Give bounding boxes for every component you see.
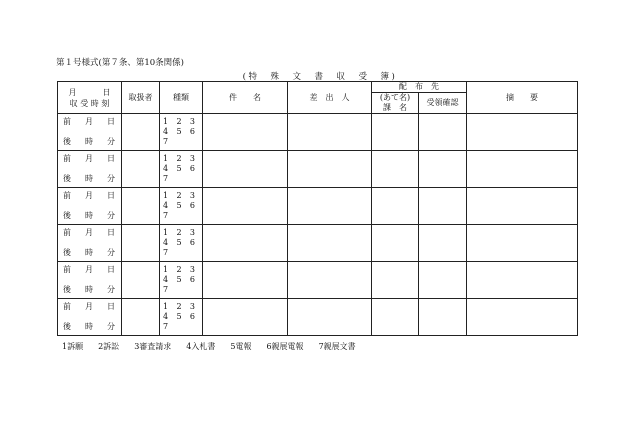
type-option-3: 3 (189, 191, 195, 200)
table-row (58, 225, 578, 262)
receipt-confirmation-cell[interactable] (419, 262, 467, 299)
type-option-1: 1 (163, 154, 169, 163)
day-label: 日 (107, 302, 115, 311)
type-option-7: 7 (163, 248, 169, 257)
sender-cell[interactable] (288, 262, 372, 299)
type-option-1: 1 (163, 302, 169, 311)
sender-cell[interactable] (288, 299, 372, 336)
type-option-6: 6 (189, 238, 195, 247)
destination-cell[interactable] (372, 299, 419, 336)
pm-time-line (63, 285, 115, 295)
pm-label: 後 (63, 211, 71, 220)
type-option-6: 6 (189, 201, 195, 210)
hour-label: 時 (85, 211, 93, 220)
handler-cell[interactable] (122, 225, 160, 262)
type-option-2: 2 (176, 117, 182, 126)
header-received-datetime (58, 82, 122, 114)
type-option-7: 7 (163, 211, 169, 220)
table-row (58, 299, 578, 336)
pm-label: 後 (63, 174, 71, 183)
sender-cell[interactable] (288, 114, 372, 151)
header-destination (372, 93, 419, 114)
handler-cell[interactable] (122, 151, 160, 188)
header-destination-name: (あて名) (379, 93, 411, 102)
destination-cell[interactable] (372, 151, 419, 188)
am-date-line (63, 228, 115, 238)
handler-cell[interactable] (122, 299, 160, 336)
type-option-3: 3 (189, 302, 195, 311)
remarks-cell[interactable] (467, 151, 578, 188)
type-option-7: 7 (163, 322, 169, 331)
type-option-5: 5 (176, 164, 182, 173)
type-option-3: 3 (189, 265, 195, 274)
am-date-line (63, 154, 115, 164)
minute-label: 分 (107, 322, 115, 331)
destination-cell[interactable] (372, 188, 419, 225)
subject-cell[interactable] (203, 225, 288, 262)
sender-cell[interactable] (288, 225, 372, 262)
legend-item: 6親展電報 (266, 342, 304, 351)
received-datetime-cell[interactable] (58, 225, 122, 262)
pm-time-line (63, 137, 115, 147)
type-option-5: 5 (176, 275, 182, 284)
receipt-confirmation-cell[interactable] (419, 188, 467, 225)
receipt-confirmation-cell[interactable] (419, 151, 467, 188)
am-label: 前 (63, 228, 71, 237)
pm-time-line (63, 248, 115, 258)
type-cell[interactable] (160, 225, 203, 262)
pm-label: 後 (63, 248, 71, 257)
received-datetime-cell[interactable] (58, 114, 122, 151)
type-option-4: 4 (163, 201, 169, 210)
day-label: 日 (107, 191, 115, 200)
type-option-3: 3 (189, 117, 195, 126)
pm-label: 後 (63, 322, 71, 331)
type-options-line-1 (163, 302, 195, 312)
am-date-line (63, 302, 115, 312)
month-label: 月 (85, 302, 93, 311)
type-cell[interactable] (160, 299, 203, 336)
header-subject: 件 名 (203, 82, 288, 114)
am-date-line (63, 117, 115, 127)
type-option-5: 5 (176, 127, 182, 136)
type-option-1: 1 (163, 228, 169, 237)
type-options-line-1 (163, 228, 195, 238)
pm-time-line (63, 211, 115, 221)
type-option-2: 2 (176, 228, 182, 237)
table-row (58, 188, 578, 225)
received-datetime-cell[interactable] (58, 188, 122, 225)
day-label: 日 (107, 228, 115, 237)
legend-item: 2訴訟 (98, 342, 120, 351)
type-option-2: 2 (176, 191, 182, 200)
remarks-cell[interactable] (467, 114, 578, 151)
header-handler: 取扱者 (122, 82, 160, 114)
header-row-1 (58, 82, 578, 93)
type-option-7: 7 (163, 137, 169, 146)
legend-item: 5電報 (230, 342, 252, 351)
pm-time-line (63, 174, 115, 184)
pm-label: 後 (63, 285, 71, 294)
day-label: 日 (107, 117, 115, 126)
minute-label: 分 (107, 211, 115, 220)
day-label: 日 (107, 154, 115, 163)
type-options-line-1 (163, 265, 195, 275)
pm-time-line (63, 322, 115, 332)
receipt-confirmation-cell[interactable] (419, 114, 467, 151)
subject-cell[interactable] (203, 114, 288, 151)
destination-cell[interactable] (372, 114, 419, 151)
receipt-confirmation-cell[interactable] (419, 299, 467, 336)
type-option-4: 4 (163, 127, 169, 136)
hour-label: 時 (85, 285, 93, 294)
header-section-name: 課 名 (383, 103, 407, 112)
minute-label: 分 (107, 285, 115, 294)
type-option-5: 5 (176, 201, 182, 210)
hour-label: 時 (85, 248, 93, 257)
hour-label: 時 (85, 322, 93, 331)
minute-label: 分 (107, 174, 115, 183)
type-option-4: 4 (163, 312, 169, 321)
type-option-3: 3 (189, 228, 195, 237)
minute-label: 分 (107, 248, 115, 257)
header-remarks: 摘 要 (467, 82, 578, 114)
type-options-line-3 (163, 322, 195, 332)
type-options-line-2 (163, 275, 195, 285)
type-options-line-3 (163, 211, 195, 221)
handler-cell[interactable] (122, 114, 160, 151)
am-date-line (63, 191, 115, 201)
type-option-4: 4 (163, 275, 169, 284)
type-option-7: 7 (163, 285, 169, 294)
legend-item: 7親展文書 (318, 342, 356, 351)
month-label: 月 (85, 228, 93, 237)
subject-cell[interactable] (203, 262, 288, 299)
hour-label: 時 (85, 174, 93, 183)
subject-cell[interactable] (203, 151, 288, 188)
type-option-2: 2 (176, 265, 182, 274)
am-label: 前 (63, 265, 71, 274)
type-option-7: 7 (163, 174, 169, 183)
type-option-2: 2 (176, 302, 182, 311)
type-options-line-1 (163, 154, 195, 164)
type-options-line-3 (163, 248, 195, 258)
type-cell[interactable] (160, 262, 203, 299)
register-table (57, 81, 578, 336)
header-receipt-confirmation: 受領確認 (419, 93, 467, 114)
document-title: (特 殊 文 書 収 受 簿) (242, 72, 398, 82)
receipt-confirmation-cell[interactable] (419, 225, 467, 262)
table-row (58, 262, 578, 299)
sender-cell[interactable] (288, 151, 372, 188)
received-datetime-cell[interactable] (58, 151, 122, 188)
header-sender: 差 出 人 (288, 82, 372, 114)
type-option-6: 6 (189, 312, 195, 321)
type-option-1: 1 (163, 191, 169, 200)
register-body (58, 114, 578, 336)
type-option-1: 1 (163, 265, 169, 274)
legend-item: 4入札書 (186, 342, 216, 351)
type-cell[interactable] (160, 151, 203, 188)
header-received-time: 収 受 時 刻 (69, 98, 110, 108)
subject-cell[interactable] (203, 299, 288, 336)
type-option-3: 3 (189, 154, 195, 163)
type-options-line-3 (163, 174, 195, 184)
type-options-line-2 (163, 238, 195, 248)
type-options-line-2 (163, 201, 195, 211)
am-date-line (63, 265, 115, 275)
remarks-cell[interactable] (467, 225, 578, 262)
type-options-line-2 (163, 164, 195, 174)
type-options-line-3 (163, 285, 195, 295)
type-option-2: 2 (176, 154, 182, 163)
type-option-6: 6 (189, 164, 195, 173)
subject-cell[interactable] (203, 188, 288, 225)
type-options-line-2 (163, 127, 195, 137)
type-cell[interactable] (160, 114, 203, 151)
type-option-5: 5 (176, 238, 182, 247)
header-day: 日 (102, 87, 111, 97)
month-label: 月 (85, 191, 93, 200)
destination-cell[interactable] (372, 262, 419, 299)
received-datetime-cell[interactable] (58, 262, 122, 299)
am-label: 前 (63, 302, 71, 311)
destination-cell[interactable] (372, 225, 419, 262)
form-id-label: 第１号様式(第７条、第10条関係) (56, 58, 184, 68)
remarks-cell[interactable] (467, 188, 578, 225)
pm-label: 後 (63, 137, 71, 146)
type-option-4: 4 (163, 238, 169, 247)
type-options-line-1 (163, 117, 195, 127)
legend-item: 1訴願 (62, 342, 84, 351)
type-legend (62, 341, 371, 352)
handler-cell[interactable] (122, 262, 160, 299)
legend-item: 3審査請求 (134, 342, 172, 351)
type-option-6: 6 (189, 275, 195, 284)
handler-cell[interactable] (122, 188, 160, 225)
am-label: 前 (63, 191, 71, 200)
type-options-line-1 (163, 191, 195, 201)
remarks-cell[interactable] (467, 262, 578, 299)
month-label: 月 (85, 154, 93, 163)
type-option-4: 4 (163, 164, 169, 173)
header-type: 種類 (160, 82, 203, 114)
type-option-5: 5 (176, 312, 182, 321)
header-distribution: 配 布 先 (372, 82, 467, 93)
remarks-cell[interactable] (467, 299, 578, 336)
am-label: 前 (63, 117, 71, 126)
table-row (58, 151, 578, 188)
type-options-line-3 (163, 137, 195, 147)
type-option-1: 1 (163, 117, 169, 126)
received-datetime-cell[interactable] (58, 299, 122, 336)
month-label: 月 (85, 117, 93, 126)
am-label: 前 (63, 154, 71, 163)
header-month: 月 (68, 87, 77, 97)
day-label: 日 (107, 265, 115, 274)
sender-cell[interactable] (288, 188, 372, 225)
type-options-line-2 (163, 312, 195, 322)
table-row (58, 114, 578, 151)
minute-label: 分 (107, 137, 115, 146)
hour-label: 時 (85, 137, 93, 146)
type-option-6: 6 (189, 127, 195, 136)
type-cell[interactable] (160, 188, 203, 225)
month-label: 月 (85, 265, 93, 274)
